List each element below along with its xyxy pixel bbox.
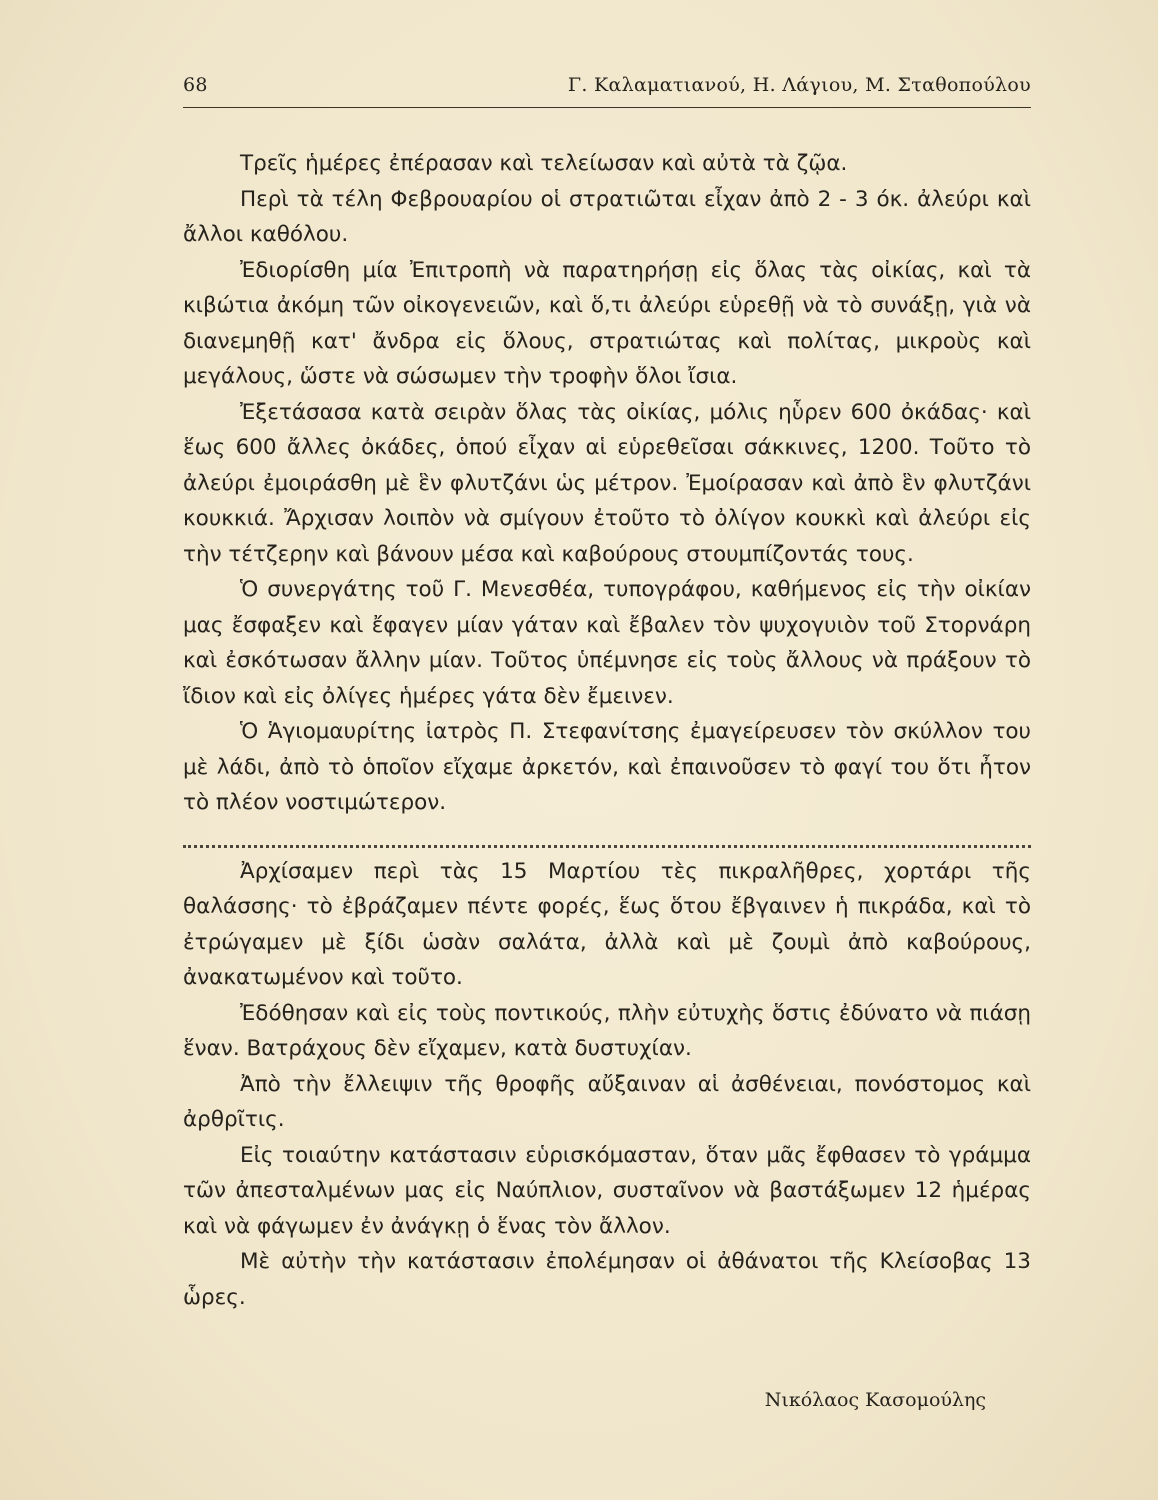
paragraph: Ἀρχίσαμεν περὶ τὰς 15 Μαρτίου τὲς πικραλῆθρες, χορτάρι τῆς θαλάσσης· τὸ ἐβράζαμεν πέντε φορές, ἕως ὅτου ἔβγαινεν ἡ πικράδα, καὶ τὸ ἐτρώγαμεν μὲ ξίδι ὡσὰν σαλάτα, ἀλλὰ καὶ μὲ ζουμὶ ἀπὸ καβούρους, ἀνακατωμένον καὶ τοῦτο. [183,858,1031,990]
running-head: Γ. Καλαματιανού, Η. Λάγιου, Μ. Σταθοπούλου [567,74,1031,96]
paragraph: Μὲ αὐτὴν τὴν κατάστασιν ἐπολέμησαν οἱ ἀθάνατοι τῆς Κλείσοβας 13 ὧρες. [183,1249,1031,1310]
page-header [183,74,1031,104]
paragraph: Περὶ τὰ τέλη Φεβρουαρίου οἱ στρατιῶται εἶχαν ἀπὸ 2 - 3 όκ. ἀλεύρι καὶ ἄλλοι καθόλου. [183,186,1031,247]
page-number: 68 [183,74,208,96]
author-signature: Νικόλαος Κασομούλης [764,1389,986,1411]
paragraph: Ἐδόθησαν καὶ εἰς τοὺς ποντικούς, πλὴν εὐτυχὴς ὅστις ἐδύνατο νὰ πιάσῃ ἕναν. Βατράχους δὲν εἴχαμεν, κατὰ δυστυχίαν. [183,1000,1031,1061]
paragraph: Ἀπὸ τὴν ἔλλειψιν τῆς θροφῆς αὔξαιναν αἱ ἀσθένειαι, πονόστομος καὶ ἀρθρῖτις. [183,1071,1031,1132]
paragraph: Ὁ Ἁγιομαυρίτης ἰατρὸς Π. Στεφανίτσης ἐμαγείρευσεν τὸν σκύλλον του μὲ λάδι, ἀπὸ τὸ ὁποῖον εἴχαμε ἀρκετόν, καὶ ἐπαινοῦσεν τὸ φαγί του ὅτι ἦτον τὸ πλέον νοστιμώτερον. [183,719,1031,815]
paragraph: Ἐδιορίσθη μία Ἐπιτροπὴ νὰ παρατηρήσῃ εἰς ὅλας τὰς οἰκίας, καὶ τὰ κιβώτια ἀκόμη τῶν οἰκογενειῶν, καὶ ὅ,τι ἀλεύρι εὑρεθῇ νὰ τὸ συνάξῃ, γιὰ νὰ διανεμηθῇ κατ' ἄνδρα εἰς ὅλους, στρατιώτας καὶ πολίτας, μικροὺς καὶ μεγάλους, ὥστε νὰ σώσωμεν τὴν τροφὴν ὅλοι ἴσια. [183,257,1031,389]
paragraph: Ὁ συνεργάτης τοῦ Γ. Μενεσθέα, τυπογράφου, καθήμενος εἰς τὴν οἰκίαν μας ἔσφαξεν καὶ ἔφαγεν μίαν γάταν καὶ ἔβαλεν τὸν ψυχογυιὸν τοῦ Στορνάρη καὶ ἐσκότωσαν ἄλλην μίαν. Τοῦτος ὑπέμνησε εἰς τοὺς ἄλλους νὰ πράξουν τὸ ἴδιον καὶ εἰς ὀλίγες ἡμέρες γάτα δὲν ἔμεινεν. [183,577,1031,709]
body-text [183,146,1031,1315]
paragraph: Τρεῖς ἡμέρες ἐπέρασαν καὶ τελείωσαν καὶ αὐτὰ τὰ ζῷα. [240,151,848,176]
paragraph: Ἐξετάσασα κατὰ σειρὰν ὅλας τὰς οἰκίας, μόλις ηὗρεν 600 ὀκάδας· καὶ ἕως 600 ἄλλες ὀκάδες, ὁπού εἶχαν αἱ εὑρεθεῖσαι σάκκινες, 1200. Τοῦτο τὸ ἀλεύρι ἐμοιράσθη μὲ ἓν φλυτζάνι ὡς μέτρον. Ἐμοίρασαν καὶ ἀπὸ ἓν φλυτζάνι κουκκιά. Ἄρχισαν λοιπὸν νὰ σμίγουν ἐτοῦτο τὸ ὀλίγον κουκκὶ καὶ ἀλεύρι εἰς τὴν τέτζερην καὶ βάνουν μέσα καὶ καβούρους στουμπίζοντάς τους. [183,399,1031,567]
paragraph: Εἰς τοιαύτην κατάστασιν εὑρισκόμασταν, ὅταν μᾶς ἔφθασεν τὸ γράμμα τῶν ἀπεσταλμένων μας εἰς Ναύπλιον, συσταῖνον νὰ βαστάξωμεν 12 ἡμέρας καὶ νὰ φάγωμεν ἐν ἀνάγκῃ ὁ ἕνας τὸν ἄλλον. [183,1142,1031,1239]
section-separator-dots [183,831,1031,848]
header-rule [183,107,1031,108]
